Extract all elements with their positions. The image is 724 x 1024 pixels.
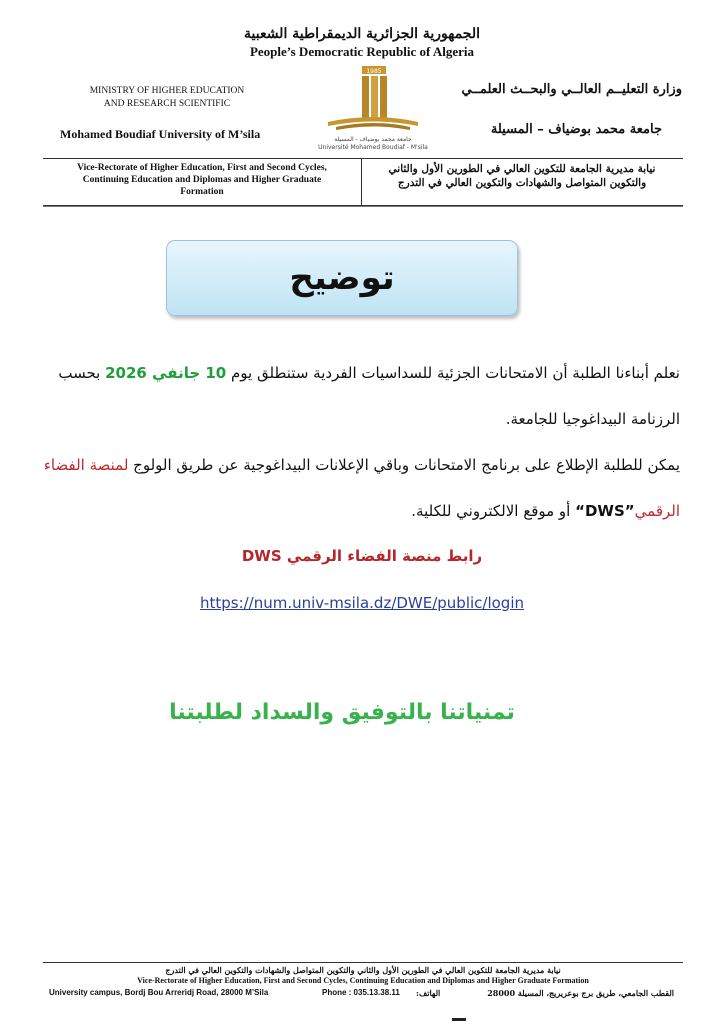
exam-date: 10 جانفي 2026 (105, 364, 227, 382)
university-name-ar: جامعة محمد بوضياف – المسيلة (490, 122, 662, 137)
p4-text-after: أو موقع الالكتروني للكلية. (411, 502, 576, 520)
ministry-en-line2: AND RESEARCH SCIENTIFIC (103, 99, 231, 109)
department-header-table (43, 158, 683, 206)
dept-ar-line2: والتكوين المتواصل والشهادات والتكوين العالي في التدرج (397, 177, 647, 189)
paragraph-exam-date (40, 364, 680, 382)
logo-year: 1985 (366, 68, 382, 75)
p3-text-before: يمكن للطلبة الإطلاع على برنامج الامتحانات وباقي الإعلانات البيداغوجية عن طريق الولوج (128, 456, 680, 474)
p1-text-after: بحسب (58, 364, 106, 382)
title-box (166, 240, 518, 316)
p1-text-before: نعلم أبناءنا الطلبة أن الامتحانات الجزئية للسداسيات الفردية ستنطلق يوم (226, 364, 680, 382)
department-name-en (43, 162, 361, 198)
table-divider (361, 159, 362, 205)
department-name-ar (367, 162, 677, 190)
ministry-en-line1: MINISTRY OF HIGHER EDUCATION (89, 86, 245, 96)
logo-caption-en: Université Mohamed Boudiaf - M'sila (318, 144, 428, 151)
dws-login-link[interactable]: https://num.univ-msila.dz/DWE/public/login (199, 594, 525, 612)
paragraph-platform-cont (40, 502, 680, 520)
closing-wish: تمنياتنا بالتوفيق والسداد لطلبتنا (169, 700, 515, 725)
platform-name-part1: لمنصة الفضاء (43, 456, 129, 474)
dept-ar-line1: نيابة مديرية الجامعة للتكوين العالي في الطورين الأول والثاني (388, 163, 656, 175)
footer-dept-en: Vice-Rectorate of Higher Education, First and Second Cycles, Continuing Education and Diplomas and Higher Graduate Formation (137, 976, 589, 985)
footer-phone-label-ar: الهاتف: (416, 988, 441, 998)
footer-phone: Phone : 035.13.38.11 (322, 988, 400, 997)
footer-dept-ar: نيابة مديرية الجامعة للتكوين العالي في الطورين الأول والثاني والتكوين المتواصل والشهادات والتكوين العالي في التدرج (165, 965, 561, 975)
ministry-name-ar: وزارة التعليــم العالــي والبحــث العلمــي (461, 82, 682, 97)
ministry-name-en (62, 85, 272, 111)
dept-en-line3: Formation (180, 187, 224, 197)
paragraph-platform (40, 456, 680, 474)
footer-address-ar: القطب الجامعي، طريق برج بوعريريج، المسيلة 28000 (487, 988, 674, 998)
country-name-en: People’s Democratic Republic of Algeria (249, 44, 475, 59)
platform-name-part2: الرقمي (634, 502, 680, 520)
university-name-en: Mohamed Boudiaf University of M’sila (60, 127, 261, 141)
dept-en-line2: Continuing Education and Diplomas and Higher Graduate (82, 175, 322, 185)
footer-rule (43, 962, 683, 963)
dws-label: ”DWS“ (575, 502, 635, 520)
footer-address-en: University campus, Bordj Bou Arreridj Road, 28000 M’Sila (49, 988, 269, 997)
dws-link-title: رابط منصة الفضاء الرقمي DWS (241, 547, 483, 565)
logo-caption-ar: جامعة محمد بوضياف - المسيلة (334, 136, 412, 143)
university-logo-icon (318, 64, 428, 136)
header-rule (43, 206, 683, 207)
paragraph-calendar: الرزنامة البيداغوجيا للجامعة. (505, 410, 680, 428)
page-edge-mark (452, 1018, 466, 1021)
logo-caption (318, 136, 428, 152)
dept-en-line1: Vice-Rectorate of Higher Education, First and Second Cycles, (77, 163, 327, 173)
page-title: توضيح (289, 258, 395, 298)
country-name-ar: الجمهورية الجزائرية الديمقراطية الشعبية (243, 26, 480, 42)
